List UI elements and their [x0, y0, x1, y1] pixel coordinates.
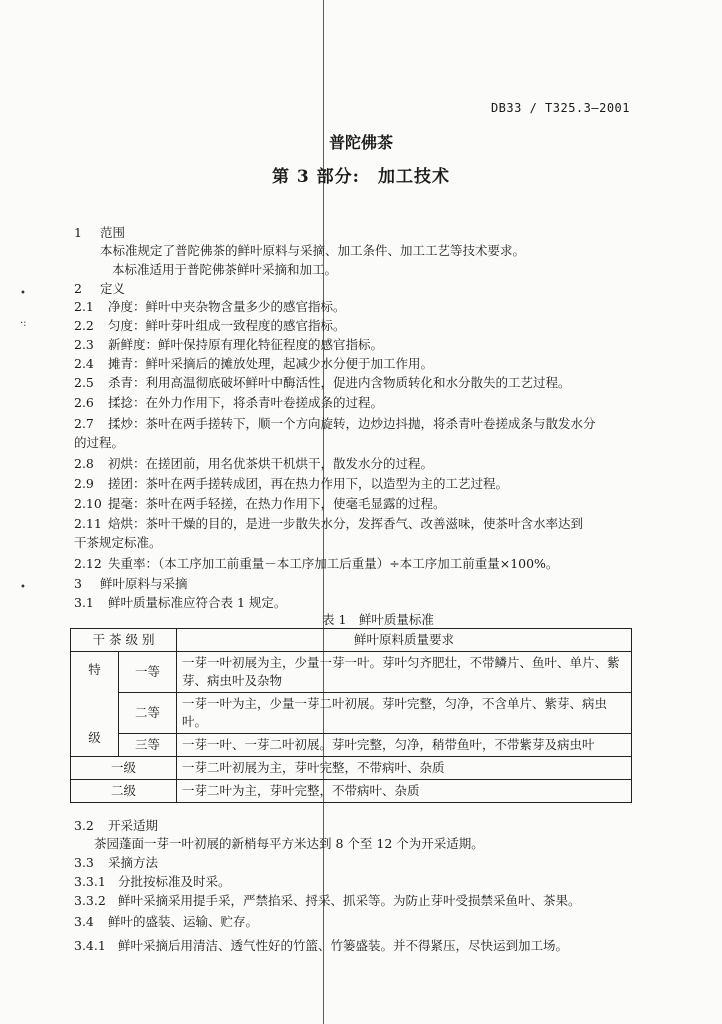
paragraph: 茶园蓬面一芽一叶初展的新梢每平方米达到 8 个至 12 个为开采适期。: [94, 836, 484, 851]
clause-3-2: 3.2 开采适期: [74, 818, 159, 833]
column-header-requirement: 鲜叶原料质量要求: [177, 629, 632, 652]
definition-item: 2.11 焙烘：茶叶干燥的目的，是进一步散失水分，发挥香气、改善滋味，使茶叶含水率达到: [74, 516, 584, 531]
section-heading: 2 定义: [74, 281, 126, 296]
definition-item: 2.8 初烘：在搓团前，用名优茶烘干机烘干，散发水分的过程。: [74, 456, 434, 471]
clause-3-4-1: 3.4.1 鲜叶采摘后用清洁、透气性好的竹篮、竹篓盛装。并不得紧压，尽快运到加工场。: [74, 938, 569, 953]
definition-item: 2.10 提毫：茶叶在两手轻搓，在热力作用下，使毫毛显露的过程。: [74, 496, 446, 511]
table-row: [71, 780, 632, 803]
requirement-cell: 一芽一叶初展为主，少量一芽一叶。芽叶匀齐肥壮，不带鳞片、鱼叶、单片、紫芽、病虫叶及杂物: [177, 652, 632, 693]
standard-code: DB33 / T325.3—2001: [490, 101, 630, 115]
requirement-cell: 一芽二叶初展为主，芽叶完整，不带病叶、杂质: [177, 757, 632, 780]
requirement-cell: 一芽一叶、一芽二叶初展。芽叶完整，匀净，稍带鱼叶，不带紫芽及病虫叶: [177, 734, 632, 757]
fresh-leaf-quality-table: [70, 628, 632, 803]
definition-item: 2.2 匀度：鲜叶芽叶组成一致程度的感官指标。: [74, 318, 346, 333]
grade-cell: 二级: [71, 780, 177, 803]
scan-mark: ·:: [20, 318, 27, 329]
section-heading: 3 鲜叶原料与采摘: [74, 576, 188, 591]
definition-item: 2.5 杀青：利用高温彻底破坏鲜叶中酶活性，促进内含物质转化和水分散失的工艺过程。: [74, 375, 571, 390]
paragraph: 本标准规定了普陀佛茶的鲜叶原料与采摘、加工条件、加工工艺等技术要求。: [100, 243, 526, 258]
special-grade-cell: 特 级: [71, 652, 119, 757]
grade-cell: 一等: [119, 652, 177, 693]
grade-cell: 二等: [119, 693, 177, 734]
requirement-cell: 一芽二叶为主，芽叶完整，不带病叶、杂质: [177, 780, 632, 803]
definition-item: 2.9 搓团：茶叶在两手搓转成团，再在热力作用下，以造型为主的工艺过程。: [74, 476, 509, 491]
definition-item: 2.3 新鲜度：鲜叶保持原有理化特征程度的感官指标。: [74, 337, 384, 352]
scan-mark: •: [20, 288, 26, 299]
table-row: [71, 693, 632, 734]
table-caption: 表 1 鲜叶质量标准: [322, 612, 434, 627]
clause-3-1: 3.1 鲜叶质量标准应符合表 1 规定。: [74, 595, 287, 610]
definition-item-continued: 干茶规定标准。: [74, 535, 162, 550]
document-subtitle: 第 3 部分: 加工技术: [272, 167, 450, 187]
scan-mark: •: [20, 582, 26, 593]
grade-cell: 三等: [119, 734, 177, 757]
requirement-cell: 一芽一叶为主，少量一芽二叶初展。芽叶完整，匀净，不含单片、紫芽、病虫叶。: [177, 693, 632, 734]
definition-item: 2.7 揉炒：茶叶在两手搓转下，顺一个方向旋转，边炒边抖抛，将杀青叶卷搓成条与散发水分: [74, 416, 596, 431]
table-row: [71, 757, 632, 780]
column-header-grade: 干 茶 级 别: [71, 629, 177, 652]
clause-3-3-2: 3.3.2 鲜叶采摘采用提手采，严禁掐采、捋采、抓采等。为防止芽叶受损禁采鱼叶、茶果。: [74, 893, 581, 908]
clause-3-4: 3.4 鲜叶的盛装、运输、贮存。: [74, 914, 259, 929]
section-heading: 1 范围: [74, 225, 126, 240]
definition-item: 2.12 失重率：（本工序加工前重量－本工序加工后重量）÷本工序加工前重量×100%。: [74, 556, 559, 571]
document-title: 普陀佛茶: [328, 133, 393, 152]
definition-item: 2.6 揉捻：在外力作用下，将杀青叶卷搓成条的过程。: [74, 395, 384, 410]
clause-3-3: 3.3 采摘方法: [74, 855, 159, 870]
table-header-row: [71, 629, 632, 652]
definition-item: 2.4 摊青：鲜叶采摘后的摊放处理，起减少水分便于加工作用。: [74, 356, 434, 371]
definition-item-continued: 的过程。: [74, 435, 125, 450]
table-row: [71, 734, 632, 757]
definition-item: 2.1 净度：鲜叶中夹杂物含量多少的感官指标。: [74, 299, 346, 314]
table-row: [71, 652, 632, 693]
grade-cell: 一级: [71, 757, 177, 780]
clause-3-3-1: 3.3.1 分批按标准及时采。: [74, 874, 231, 889]
paragraph: 本标准适用于普陀佛茶鲜叶采摘和加工。: [112, 262, 338, 277]
